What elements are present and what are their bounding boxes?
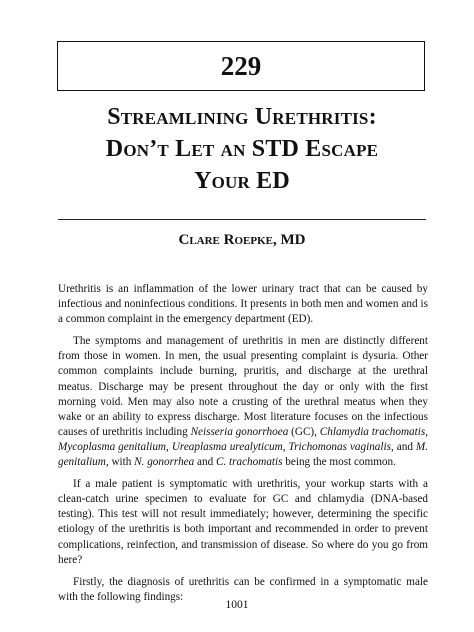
organism-name: Chlamydia trachomatis	[319, 425, 426, 438]
organism-name: C. trachomatis	[215, 456, 283, 469]
chapter-title-line-1: Streamlining Urethritis:	[107, 104, 377, 130]
title-divider	[58, 219, 426, 220]
chapter-title-line-2: Don’t Let an STD Escape	[105, 136, 379, 162]
body-text	[58, 282, 428, 612]
paragraph-2-text-5: ,	[282, 440, 289, 453]
author-name: Clare Roepke, MD	[178, 232, 306, 248]
chapter-number: 229	[220, 50, 262, 81]
chapter-title-line-3: Your ED	[194, 168, 290, 194]
paragraph-2-text-8: and	[194, 456, 216, 469]
organism-name: Ureaplasma urealyticum	[171, 440, 283, 453]
paragraph-4: Firstly, the diagnosis of urethritis can be confirmed in a symptomatic male with the following findings:	[58, 575, 428, 603]
page-number: 1001	[225, 599, 249, 611]
paragraph-2-text-7: , with	[105, 456, 135, 469]
organism-name: M. genitalium	[58, 440, 429, 469]
paragraph-2-text-3: ,	[425, 425, 428, 438]
paragraph-2-text-2: (GC),	[288, 425, 320, 438]
paragraph-3: If a male patient is symptomatic with urethritis, your workup starts with a clean-catch urine specimen to evaluate for GC and chlamydia (DNA-based testing). This test will not result immediately; however, determining the specific etiology of the urethritis is both important and recommended in order to prevent complications, reinfection, and transmission of disease. So where do you go from here?	[58, 478, 428, 566]
paragraph-2-text-6: , and	[390, 440, 416, 453]
paragraph-2	[58, 334, 428, 470]
paragraph-2-text-1: The symptoms and management of urethritis in men are distinctly different from those in women. In men, the usual presenting complaint is dysuria. Other common complaints include burning, pruritis, and discharge at the urethral meatus. Discharge may be present throughout the day or only with the first morning void. Men may also note a crusting of the urethral meatus when they wake or an ability to express discharge. Most literature focuses on the infectious causes of urethritis including	[58, 335, 428, 438]
chapter-title	[40, 101, 444, 197]
organism-name: Trichomonas vaginalis	[288, 440, 391, 453]
organism-name: Mycoplasma genitalium	[58, 440, 167, 453]
organism-name: Neisseria gonorrhoea	[190, 425, 289, 438]
organism-name: N. gonorrhea	[134, 456, 195, 469]
paragraph-1: Urethritis is an inflammation of the lower urinary tract that can be caused by infectious and noninfectious conditions. It presents in both men and women and is a common complaint in the emergency department (ED).	[58, 283, 428, 326]
chapter-number-box	[57, 41, 425, 91]
paragraph-2-text-9: being the most common.	[282, 456, 396, 469]
paragraph-2-text-4: ,	[166, 440, 172, 453]
